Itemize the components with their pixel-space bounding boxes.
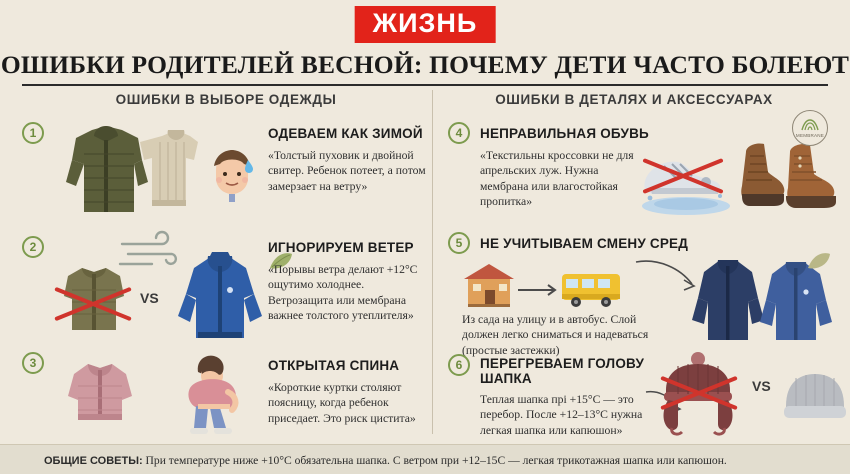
membrane-badge <box>792 110 828 146</box>
item-2-vs-label: VS <box>140 290 159 306</box>
membrane-icon <box>801 119 819 132</box>
item-6-illustration-warm-hat <box>644 352 754 438</box>
item-6 <box>448 350 834 440</box>
item-6-number: 6 <box>448 354 470 376</box>
item-2-illustration-recommended <box>168 248 272 342</box>
item-2-text: «Порывы ветра делают +12°С ощутимо холоднее. Ветрозащита или мембрана важнее толстого утеплителя» <box>268 263 418 323</box>
item-5-title: НЕ УЧИТЫВАЕМ СМЕНУ СРЕД <box>480 236 689 251</box>
item-6-title-line-2: ШАПКА <box>480 371 532 386</box>
item-2-title: ИГНОРИРУЕМ ВЕТЕР <box>268 240 414 255</box>
item-1-text: «Толстый пуховик и двойной свитер. Ребенок потеет, а потом замерзает на ветру» <box>268 149 426 193</box>
item-1-child-icon <box>210 150 256 204</box>
page-title: ОШИБКИ РОДИТЕЛЕЙ ВЕСНОЙ: ПОЧЕМУ ДЕТИ ЧАСТО БОЛЕЮТ <box>0 50 850 79</box>
item-2-number: 2 <box>22 236 44 258</box>
membrane-badge-label: MEMBRANE <box>795 132 825 138</box>
left-column-header: ОШИБКИ В ВЫБОРЕ ОДЕЖДЫ <box>115 92 337 107</box>
footer-label: ОБЩИЕ СОВЕТЫ: <box>44 455 143 467</box>
item-1 <box>22 118 430 226</box>
item-5 <box>448 228 834 357</box>
item-4-illustration-sneaker <box>634 144 734 216</box>
item-4-text: «Текстильны кроссовки не для апрельских луж. Нужна мембрана или влагостойкая пропитка» <box>480 149 634 209</box>
item-2 <box>22 232 430 342</box>
item-4-title: НЕПРАВИЛЬНАЯ ОБУВЬ <box>480 126 649 141</box>
header-divider <box>22 84 828 86</box>
item-3-illustration-jacket <box>52 358 144 430</box>
item-5-text: Из сада на улицу и в автобус. Слой должен легко сниматься и надеваться (простые застежки) <box>462 313 649 357</box>
column-divider <box>432 90 433 434</box>
item-3-illustration-child <box>168 348 260 440</box>
leaf-decor-2 <box>806 250 832 272</box>
item-5-number: 5 <box>448 232 470 254</box>
item-3 <box>22 348 430 438</box>
item-6-title-line-1: ПЕРЕГРЕВАЕМ ГОЛОВУ <box>480 356 645 371</box>
footer-body: При температуре ниже +10°С обязательна шапка. С ветром при +12–15С — легкая трикотажная шапка или капюшон. <box>142 454 727 467</box>
item-3-number: 3 <box>22 352 44 374</box>
right-column-header: ОШИБКИ В ДЕТАЛЯХ И АКСЕССУАРАХ <box>495 92 773 107</box>
item-4 <box>448 118 834 224</box>
item-1-number: 1 <box>22 122 44 144</box>
item-6-vs-label: VS <box>752 378 771 394</box>
item-1-title: ОДЕВАЕМ КАК ЗИМОЙ <box>268 126 423 141</box>
item-6-illustration-light-hat <box>778 366 850 428</box>
item-2-illustration-rejected <box>48 262 134 336</box>
item-3-title: ОТКРЫТАЯ СПИНА <box>268 358 400 373</box>
item-4-number: 4 <box>448 122 470 144</box>
brand-logo: ЖИЗНЬ <box>355 6 496 43</box>
item-1-illustration <box>54 120 234 225</box>
item-6-text: Теплая шапка прi +15°С — это перебор. После +12–13°С нужна легкая шапка или капюшон» <box>480 393 643 437</box>
item-5-illustration-scene <box>462 262 638 310</box>
item-4-illustration-boot <box>734 134 844 214</box>
footer-text <box>44 454 830 467</box>
item-3-text: «Короткие куртки столяют поясницу, когда ребенок приседает. Это риск цистита» <box>268 381 416 425</box>
